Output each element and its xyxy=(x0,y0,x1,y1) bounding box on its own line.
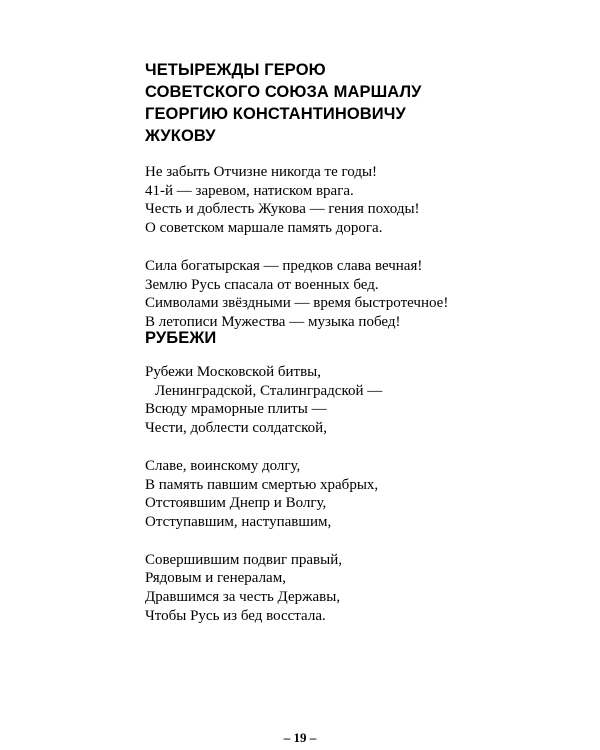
verse-line: Не забыть Отчизне никогда те годы! xyxy=(145,164,378,180)
stanza xyxy=(145,551,565,626)
poem-title xyxy=(145,59,565,147)
poem-title-line: РУБЕЖИ xyxy=(145,329,217,347)
verse-line: Ленинградской, Сталинградской — xyxy=(155,382,383,399)
page-number: – 19 – xyxy=(283,730,317,745)
verse-line: Сила богатырская — предков слава вечная! xyxy=(145,257,423,274)
verse-line: Чести, доблести солдатской, xyxy=(145,420,327,437)
verse-line: Славе, воинскому долгу, xyxy=(145,457,301,474)
stanza xyxy=(145,163,565,238)
poem-title-line: ЧЕТЫРЕЖДЫ ГЕРОЮ xyxy=(145,61,326,79)
poem-title-line: ЖУКОВУ xyxy=(145,127,216,145)
verse-line: О советском маршале память дорога. xyxy=(145,220,383,237)
verse-line: Землю Русь спасала от военных бед. xyxy=(145,276,379,293)
verse-line: В память павшим смертью храбрых, xyxy=(145,476,379,493)
verse-line: 41-й — заревом, натиском врага. xyxy=(145,182,354,199)
verse-line: Совершившим подвиг правый, xyxy=(145,551,342,568)
verse-line: Рядовым и генералам, xyxy=(145,570,286,587)
verse-line: Дравшимся за честь Державы, xyxy=(145,589,341,606)
verse-line: Отстоявшим Днепр и Волгу, xyxy=(145,495,327,512)
poem-title xyxy=(145,327,565,349)
verse-line: Символами звёздными — время быстротечное! xyxy=(145,295,449,312)
stanza xyxy=(145,457,565,532)
verse-line: Чтобы Русь из бед восстала. xyxy=(145,607,326,624)
stanza xyxy=(145,257,565,332)
verse-line: В летописи Мужества — музыка побед! xyxy=(145,313,401,330)
verse-line: Всюду мраморные плиты — xyxy=(145,401,327,418)
verse-line: Честь и доблесть Жукова — гения походы! xyxy=(145,201,420,218)
poem-title-line: СОВЕТСКОГО СОЮЗА МАРШАЛУ xyxy=(145,83,422,101)
poem-zhukov xyxy=(145,59,565,332)
verse-line: Рубежи Московской битвы, xyxy=(145,364,321,380)
stanza xyxy=(145,363,565,438)
verse-line: Отступавшим, наступавшим, xyxy=(145,513,332,530)
poem-title-line: ГЕОРГИЮ КОНСТАНТИНОВИЧУ xyxy=(145,105,406,123)
poem-rubezhi xyxy=(145,327,565,625)
